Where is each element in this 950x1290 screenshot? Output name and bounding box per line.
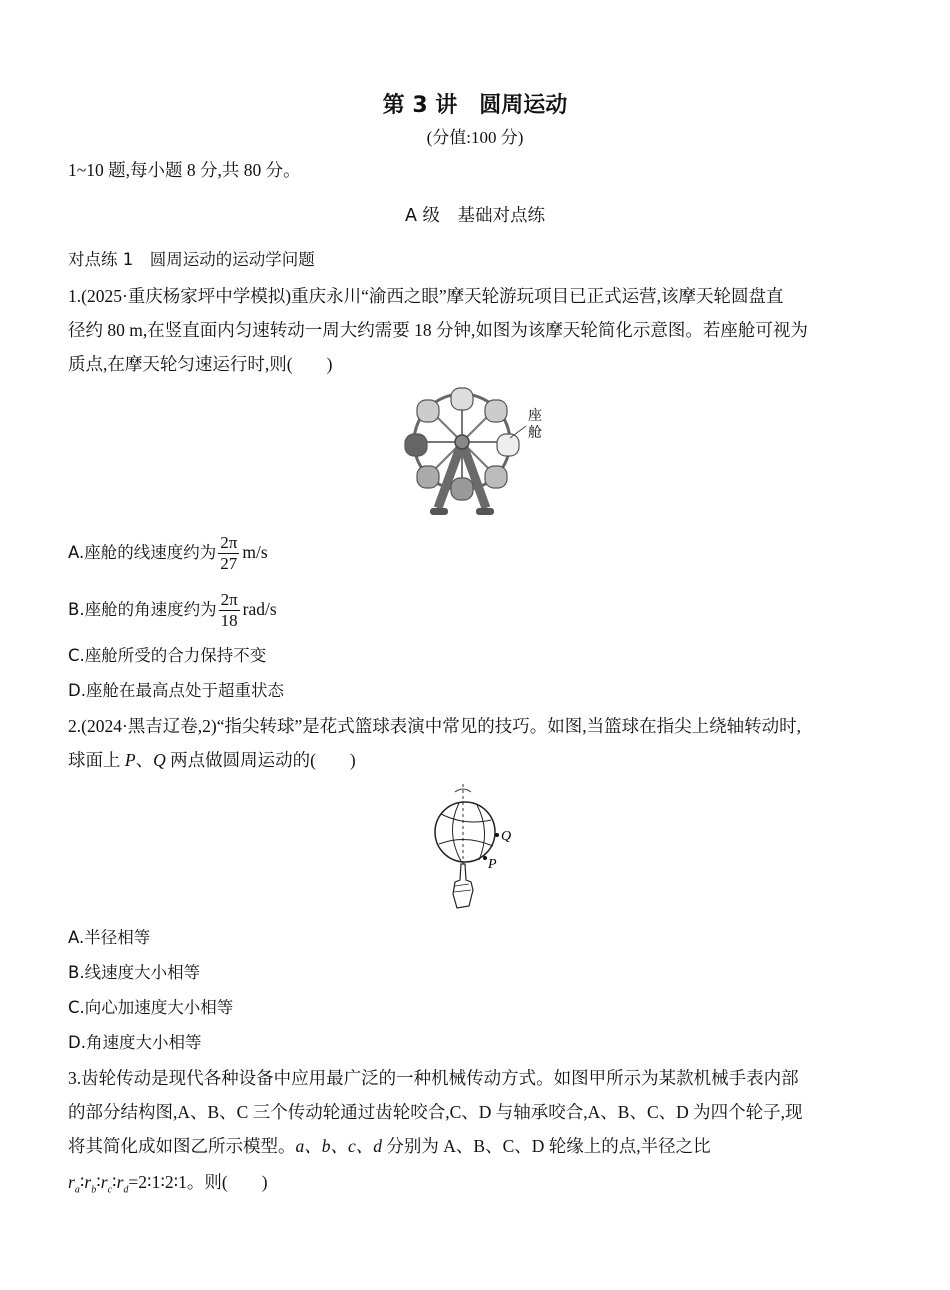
figure-label-p: P: [488, 857, 497, 872]
figure-label-seat-1: 座: [528, 408, 542, 424]
q1-option-d: D.座舱在最高点处于超重状态: [68, 681, 284, 700]
figure-label-seat-2: 舱: [528, 425, 542, 441]
q3-stem-line-1: 3.齿轮传动是现代各种设备中应用最广泛的一种机械传动方式。如图甲所示为某款机械手表内部: [68, 1068, 799, 1088]
section-heading: 对点练 1 圆周运动的运动学问题: [68, 250, 315, 269]
q1-option-c: C.座舱所受的合力保持不变: [68, 646, 267, 665]
q3-radius-ratio: $r_a∶r_b∶r_c∶r_d=2∶1∶2∶1$。则( ): [68, 1172, 268, 1196]
instructions: 1~10 题,每小题 8 分,共 80 分。: [68, 160, 301, 180]
q2-option-d: D.角速度大小相等: [68, 1033, 202, 1052]
q3-stem-line-3: 将其简化成如图乙所示模型。a、b、c、d 分别为 A、B、C、D 轮缘上的点,半径之比: [68, 1136, 711, 1156]
figure-label-q: Q: [501, 829, 512, 844]
score-note: (分值:100 分): [426, 128, 524, 147]
ferris-wheel-figure: [400, 380, 550, 522]
q2-option-b: B.线速度大小相等: [68, 963, 201, 982]
basketball-spin-figure: [425, 782, 525, 914]
page-title: 第 3 讲 圆周运动: [382, 93, 568, 118]
q1-option-a: A.座舱的线速度约为 $\frac{2\pi}{27}$ m/s: [68, 533, 268, 574]
q2-option-c: C.向心加速度大小相等: [68, 998, 234, 1017]
q2-stem-line-1: 2.(2024·黑吉辽卷,2)“指尖转球”是花式篮球表演中常见的技巧。如图,当篮球在指尖上绕轴转动时,: [68, 716, 802, 736]
q1-stem-line-2: 径约 80 m,在竖直面内匀速转动一周大约需要 18 分钟,如图为该摩天轮简化示意图。若座舱可视为: [68, 320, 808, 340]
level-heading: A 级 基础对点练: [404, 206, 546, 226]
q1-option-b: B.座舱的角速度约为 $\frac{2\pi}{18}$ rad/s: [68, 590, 277, 631]
q1-stem-line-1: 1.(2025·重庆杨家坪中学模拟)重庆永川“渝西之眼”摩天轮游玩项目已正式运营,该摩天轮圆盘直: [68, 286, 784, 306]
q2-stem-line-2: 球面上 P、Q 两点做圆周运动的( ): [68, 750, 356, 770]
q2-option-a: A.半径相等: [68, 928, 151, 947]
q1-stem-line-3: 质点,在摩天轮匀速运行时,则( ): [68, 354, 333, 374]
q3-stem-line-2: 的部分结构图,A、B、C 三个传动轮通过齿轮咬合,C、D 与轴承咬合,A、B、C、D 为四个轮子,现: [68, 1102, 803, 1122]
